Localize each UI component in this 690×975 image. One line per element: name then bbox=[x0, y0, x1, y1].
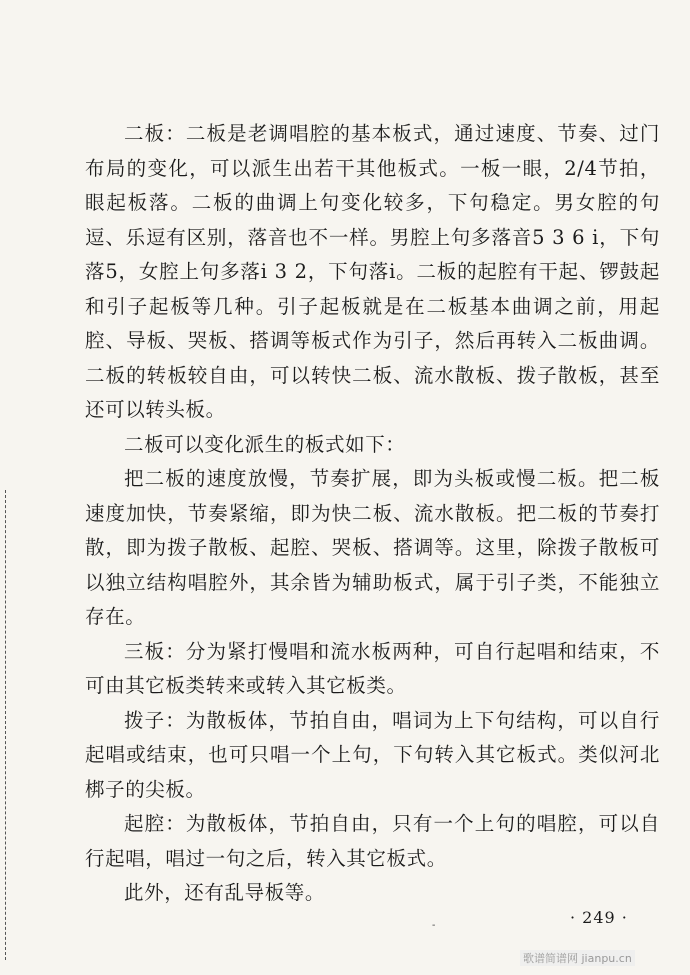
paragraph-other: 此外，还有乱导板等。 bbox=[124, 881, 326, 904]
binding-dashed-line bbox=[5, 490, 6, 960]
paragraph-qiqiang: 起腔：为散板体，节拍自由，只有一个上句的唱腔，可以自行起唱，唱过一句之后，转入其它板式。 bbox=[85, 812, 660, 870]
paragraph-erban: 二板：二板是老调唱腔的基本板式，通过速度、节奏、过门布局的变化，可以派生出若干其他板式。一板一眼，2/4节拍，眼起板落。二板的曲调上句变化较多，下句稳定。男女腔的句逗、乐逗有区别，落音也不一样。男腔上句多落音5 3 6 i，下句落5，女腔上句多落i 3 2，下句落i。二板的起腔有干起、锣鼓起和引子起板等几种。引子起板就是在二板基本曲调之前，用起腔、导板、哭板、搭调等板式作为引子，然后再转入二板曲调。二板的转板较自由，可以转快二板、流水散板、拨子散板，甚至还可以转头板。 bbox=[85, 122, 660, 421]
paragraph-erban-variants: 把二板的速度放慢，节奏扩展，即为头板或慢二板。把二板速度加快，节奏紧缩，即为快二板、流水散板。把二板的节奏打散，即为拨子散板、起腔、哭板、搭调等。这里，除拨子散板可以独立结构唱腔外，其余皆为辅助板式，属于引子类，不能独立存在。 bbox=[85, 467, 660, 628]
paragraph-erban-variants-intro: 二板可以变化派生的板式如下： bbox=[124, 432, 406, 456]
stray-mark: - bbox=[432, 920, 436, 931]
page-number: · 249 · bbox=[570, 908, 628, 927]
body-text bbox=[85, 117, 660, 911]
paragraph-bozi: 拨子：为散板体，节拍自由，唱词为上下句结构，可以自行起唱或结束，也可只唱一个上句，下句转入其它板式。类似河北梆子的尖板。 bbox=[85, 708, 660, 801]
paragraph-sanban: 三板：分为紧打慢唱和流水板两种，可自行起唱和结束，不可由其它板类转来或转入其它板类。 bbox=[85, 639, 660, 697]
site-watermark: 歌谱简谱网 jianpu.cn bbox=[520, 950, 635, 966]
